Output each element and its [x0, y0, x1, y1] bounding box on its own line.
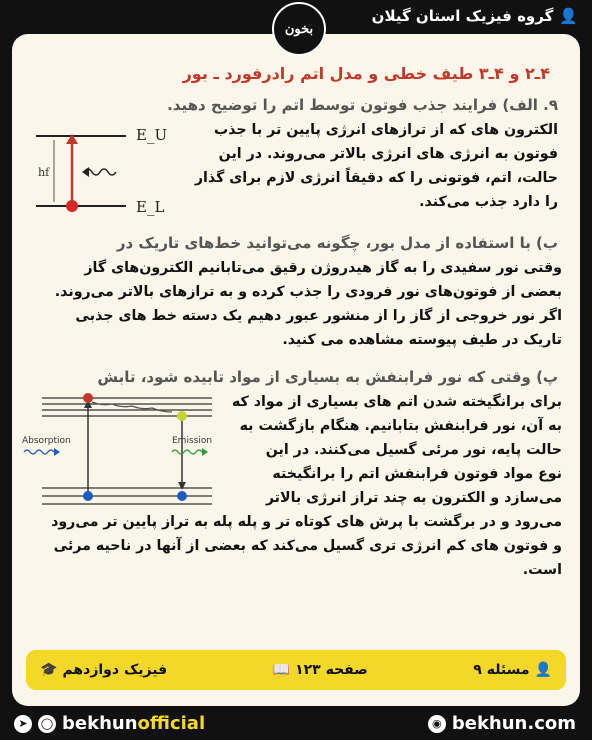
book-open-icon: 📖: [272, 662, 291, 678]
section-heading: ۴ـ۲ و ۴ـ۳ طیف خطی و مدل اتم رادرفورد ـ بور: [182, 64, 550, 83]
answer-a: الکترون های که از ترازهای انرژی پایین تر با جذب فوتون به انرژی های انرژی بالاتر می‌روند. در این حالت، اتم، فوتونی را که دقیقاً انرژی لازم برای گذار را دارد جذب می‌کند.: [194, 122, 558, 210]
photon-label: hf: [38, 166, 50, 179]
bottom-bar: [0, 708, 592, 740]
brand-logo: بخون: [272, 2, 326, 56]
uv-wave: [24, 450, 54, 454]
book-title: فیزیک دوازدهم 🎓: [40, 662, 168, 678]
telegram-icon: ➤: [14, 715, 32, 733]
group-title: 👤 گروه فیزیک استان گیلان: [371, 7, 578, 25]
answer-b: وقتی نور سفیدی را به گاز هیدروژن رقیق می‌تابانیم الکترون‌های گاز بعضی از فوتون‌های نور فرودی را جذب کرده و به ترازهای بالاتر می‌روند. اگر نور خروجی از گاز را از منشور عبور دهیم یک دسته خط های جذبی تاریک در طیف پیوسته مشاهده می کنید.: [54, 260, 562, 348]
lower-level-label: E_L: [136, 198, 165, 216]
electron-dot: [66, 200, 78, 212]
answer-c-side: برای برانگیخته شدن اتم های بسیاری از مواد که به آن، نور فرابنفش بتابانیم. هنگام بازگشت به حالت پایه، نور مرئی گسیل می‌کنند. در این نوع مواد فوتون فرابنفش اتم را برانگیخته می‌سازد و الکترون به چند تراز انرژی بالاتر: [231, 394, 562, 506]
absorption-label: Absorption: [22, 436, 71, 446]
content-card: [12, 34, 580, 706]
fluorescence-diagram: [22, 388, 222, 508]
visible-arrow-head: [202, 448, 208, 456]
page-number: صفحه ۱۲۳ 📖: [272, 662, 368, 678]
problem-number: 👤 مسئله ۹: [473, 662, 552, 678]
graduation-cap-icon: 🎓: [40, 662, 58, 678]
upper-level-label: E_U: [136, 126, 168, 144]
excited-electron-dot: [83, 393, 93, 403]
question-b: ب) با استفاده از مدل بور، چگونه می‌توانید خط‌های تاریک در: [116, 234, 558, 252]
emission-arrow-head: [178, 482, 186, 490]
question-a: ۹. الف) فرایند جذب فوتون توسط اتم را توضیح دهید.: [167, 96, 558, 114]
uv-arrow-head: [54, 448, 60, 456]
footer-bar: [26, 650, 566, 690]
answer-c-full: می‌رود و در برگشت با پرش های کوتاه تر و پله پله به تراز پایین تر می‌رود و فوتون های کم انرژی تری گسیل می‌کند که بعضی از آنها در ناحیه مرئی است.: [51, 514, 562, 578]
social-handle[interactable]: ➤ ◯ bekhunofficial: [14, 713, 205, 734]
absorption-diagram: [26, 120, 176, 220]
intermediate-electron-dot: [177, 411, 187, 421]
user-icon: 👤: [559, 7, 578, 25]
ground-electron-dot: [177, 491, 187, 501]
photon-arrow-head: [82, 167, 89, 177]
emission-label: Emission: [172, 436, 213, 446]
globe-icon: ◉: [428, 715, 446, 733]
website-link[interactable]: ◉ bekhun.com: [428, 713, 576, 734]
user-icon: 👤: [534, 662, 552, 678]
instagram-icon: ◯: [38, 715, 56, 733]
question-c: پ) وقتی که نور فرابنفش به بسیاری از مواد تابیده شود، تابش: [97, 368, 558, 386]
ground-electron-dot: [83, 491, 93, 501]
visible-wave: [172, 450, 202, 454]
